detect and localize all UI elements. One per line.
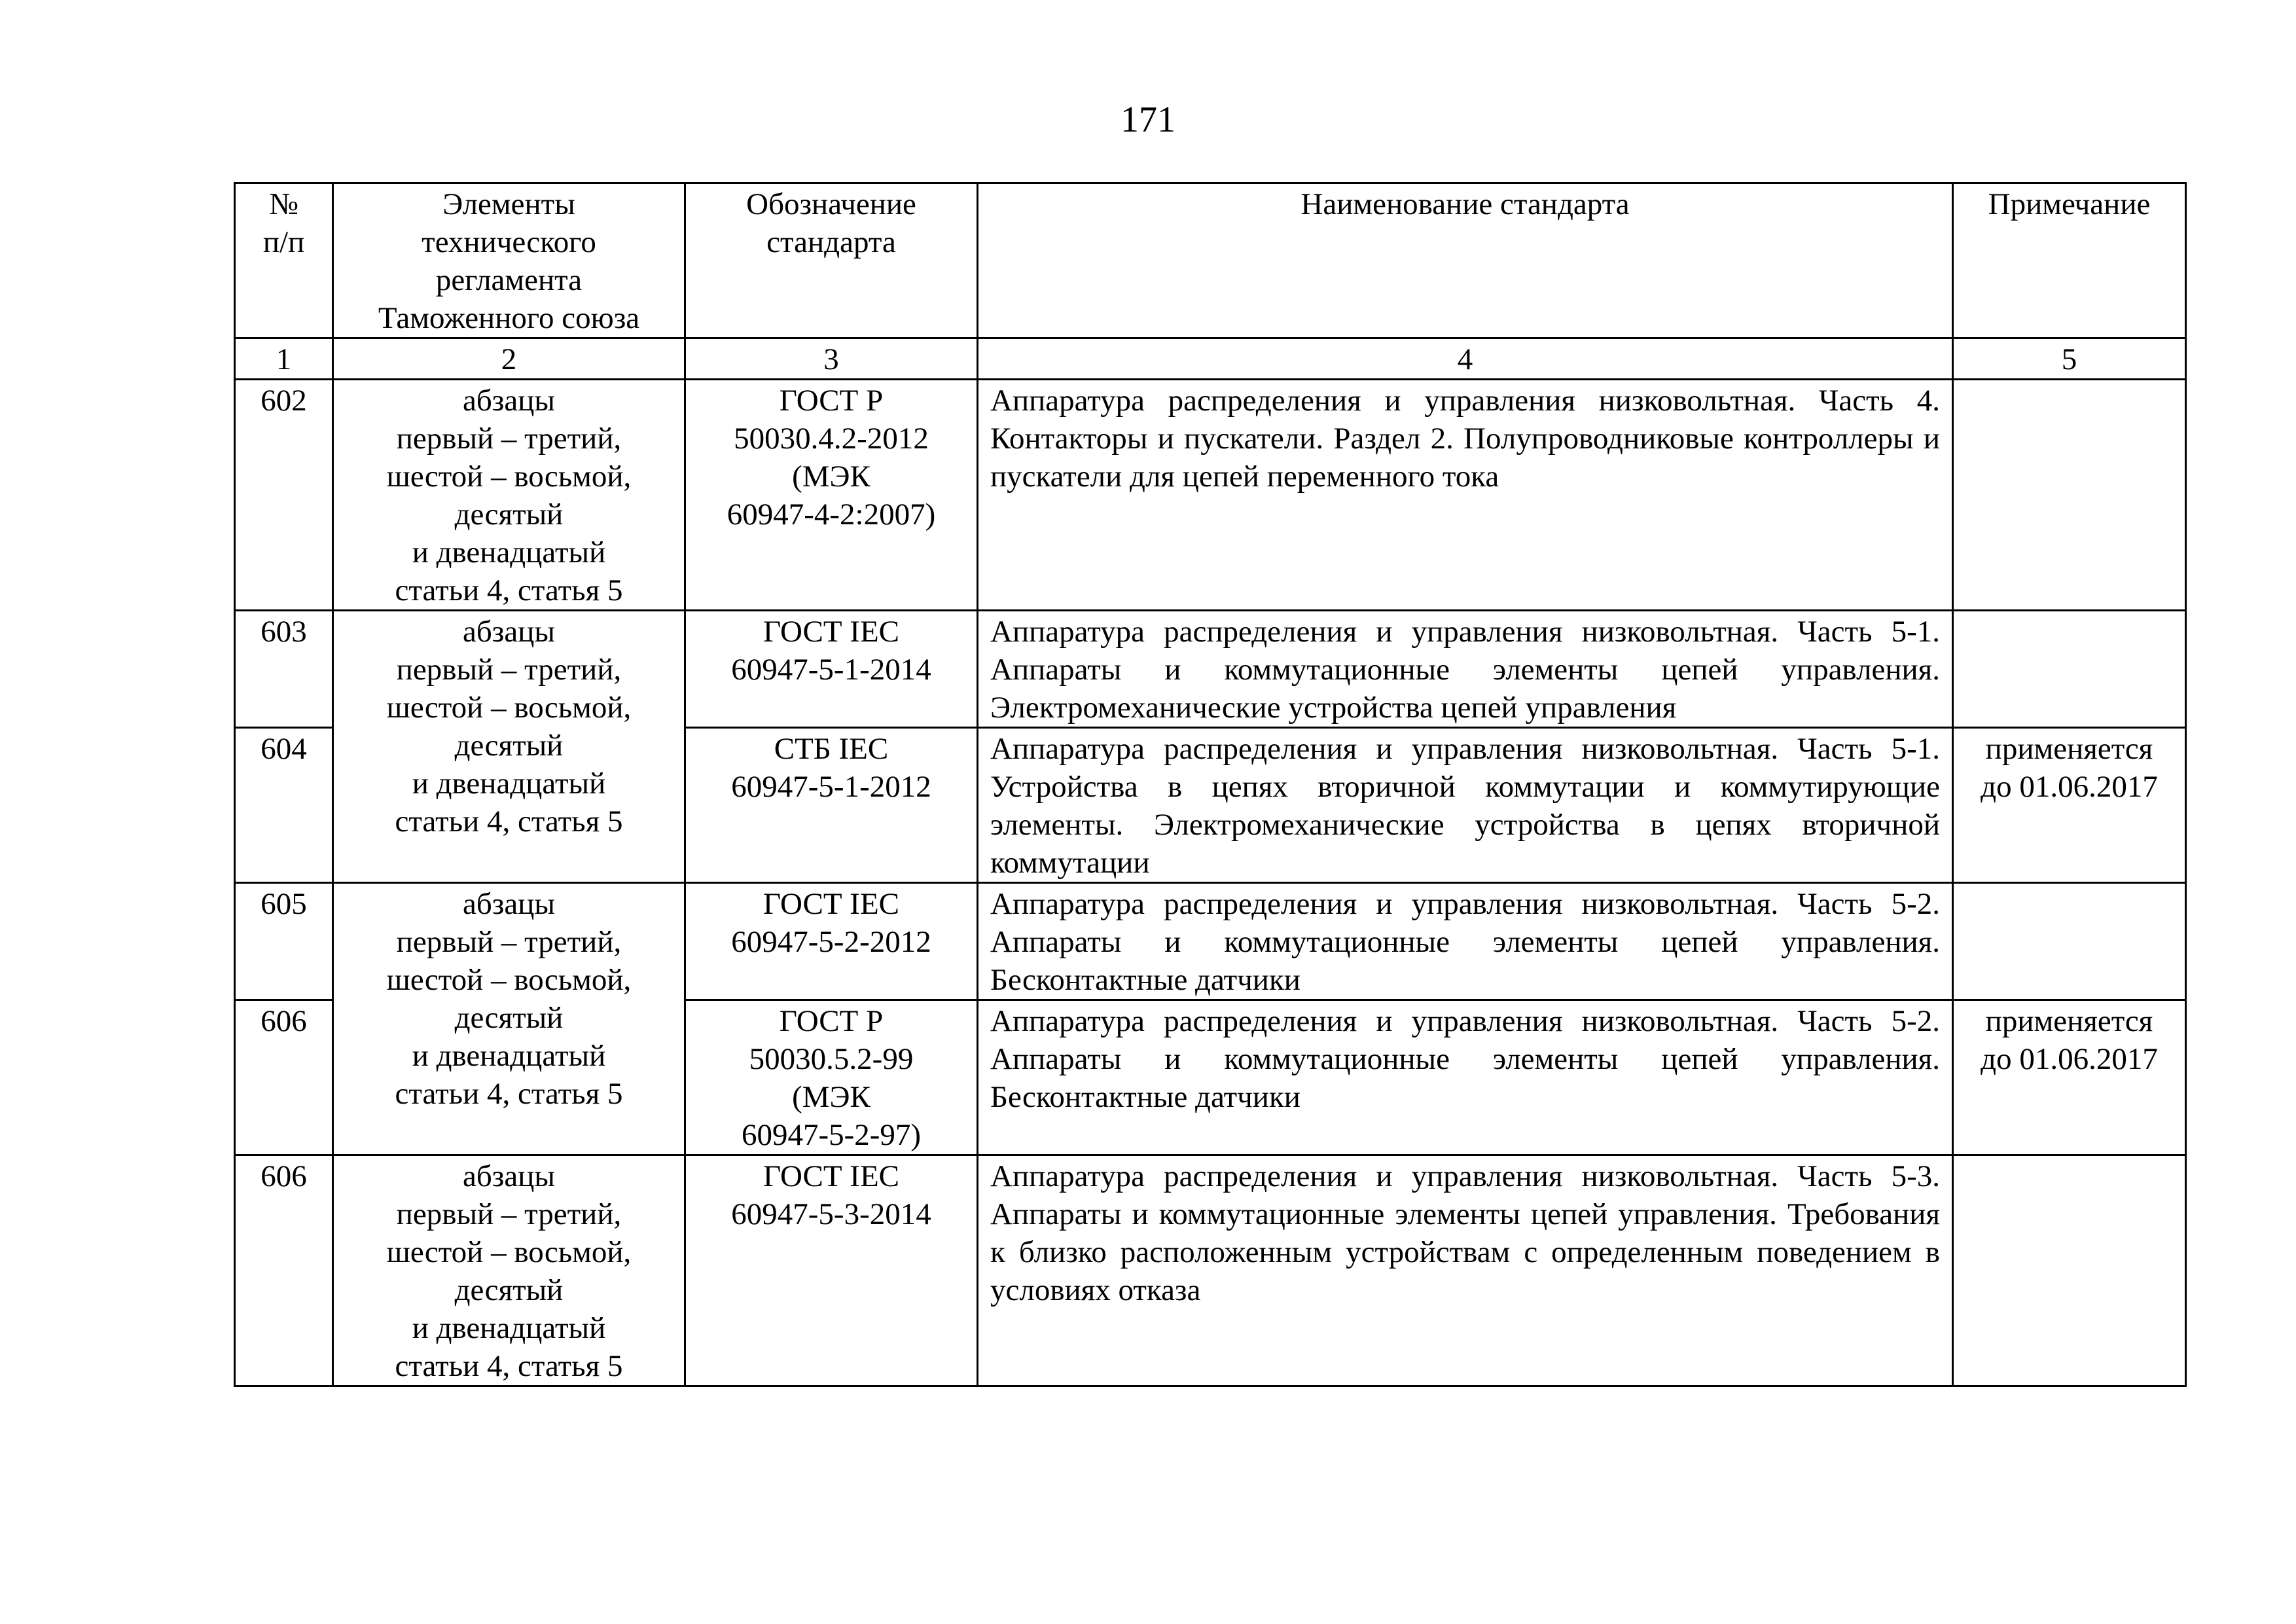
table-row bbox=[235, 1155, 2186, 1386]
row-number: 606 bbox=[235, 1155, 333, 1386]
standard-name: Аппаратура распределения и управления низковольтная. Часть 5-2. Аппараты и коммутационные элементы цепей управления. Бесконтактные датчики bbox=[978, 1000, 1953, 1155]
table-row bbox=[235, 380, 2186, 611]
row-number: 604 bbox=[235, 728, 333, 883]
standard-name: Аппаратура распределения и управления низковольтная. Часть 5-1. Устройства в цепях вторичной коммутации и коммутирующие элементы. Электромеханические устройства в цепях вторичной коммутации bbox=[978, 728, 1953, 883]
row-number: 605 bbox=[235, 883, 333, 1000]
page-number: 171 bbox=[1121, 99, 1175, 140]
row-number: 602 bbox=[235, 380, 333, 611]
standard-note bbox=[1953, 1155, 2186, 1386]
standard-designation: ГОСТ IEC 60947-5-2-2012 bbox=[685, 883, 978, 1000]
header-name: Наименование стандарта bbox=[978, 183, 1953, 338]
standard-name: Аппаратура распределения и управления низковольтная. Часть 5-3. Аппараты и коммутационные элементы цепей управления. Требования к близко расположенным устройствам с определенным поведением в условиях отказа bbox=[978, 1155, 1953, 1386]
column-number: 3 bbox=[685, 338, 978, 380]
standard-name: Аппаратура распределения и управления низковольтная. Часть 5-1. Аппараты и коммутационные элементы цепей управления. Электромеханические устройства цепей управления bbox=[978, 611, 1953, 728]
standard-designation: ГОСТ IEC 60947-5-1-2014 bbox=[685, 611, 978, 728]
column-number: 4 bbox=[978, 338, 1953, 380]
column-number: 2 bbox=[333, 338, 685, 380]
standards-table bbox=[234, 182, 2187, 1387]
standard-note: применяется до 01.06.2017 bbox=[1953, 1000, 2186, 1155]
standard-note bbox=[1953, 883, 2186, 1000]
column-number: 1 bbox=[235, 338, 333, 380]
standard-name: Аппаратура распределения и управления низковольтная. Часть 5-2. Аппараты и коммутационные элементы цепей управления. Бесконтактные датчики bbox=[978, 883, 1953, 1000]
standard-designation: ГОСТ Р 50030.4.2-2012 (МЭК 60947-4-2:2007) bbox=[685, 380, 978, 611]
column-number: 5 bbox=[1953, 338, 2186, 380]
row-number: 606 bbox=[235, 1000, 333, 1155]
header-row bbox=[235, 183, 2186, 338]
header-note: Примечание bbox=[1953, 183, 2186, 338]
table-row bbox=[235, 883, 2186, 1000]
standard-designation: СТБ IEC 60947-5-1-2012 bbox=[685, 728, 978, 883]
table-row bbox=[235, 611, 2186, 728]
regulation-elements: абзацы первый – третий, шестой – восьмой, десятый и двенадцатый статьи 4, статья 5 bbox=[333, 883, 685, 1155]
regulation-elements: абзацы первый – третий, шестой – восьмой, десятый и двенадцатый статьи 4, статья 5 bbox=[333, 611, 685, 883]
standard-note: применяется до 01.06.2017 bbox=[1953, 728, 2186, 883]
header-elements: Элементы технического регламента Таможенного союза bbox=[333, 183, 685, 338]
standard-name: Аппаратура распределения и управления низковольтная. Часть 4. Контакторы и пускатели. Раздел 2. Полупроводниковые контроллеры и пускатели для цепей переменного тока bbox=[978, 380, 1953, 611]
regulation-elements: абзацы первый – третий, шестой – восьмой, десятый и двенадцатый статьи 4, статья 5 bbox=[333, 380, 685, 611]
standard-designation: ГОСТ IEC 60947-5-3-2014 bbox=[685, 1155, 978, 1386]
standard-note bbox=[1953, 611, 2186, 728]
row-number: 603 bbox=[235, 611, 333, 728]
header-no: № п/п bbox=[235, 183, 333, 338]
header-designation: Обозначение стандарта bbox=[685, 183, 978, 338]
standard-note bbox=[1953, 380, 2186, 611]
column-number-row bbox=[235, 338, 2186, 380]
regulation-elements: абзацы первый – третий, шестой – восьмой, десятый и двенадцатый статьи 4, статья 5 bbox=[333, 1155, 685, 1386]
standard-designation: ГОСТ Р 50030.5.2-99 (МЭК 60947-5-2-97) bbox=[685, 1000, 978, 1155]
